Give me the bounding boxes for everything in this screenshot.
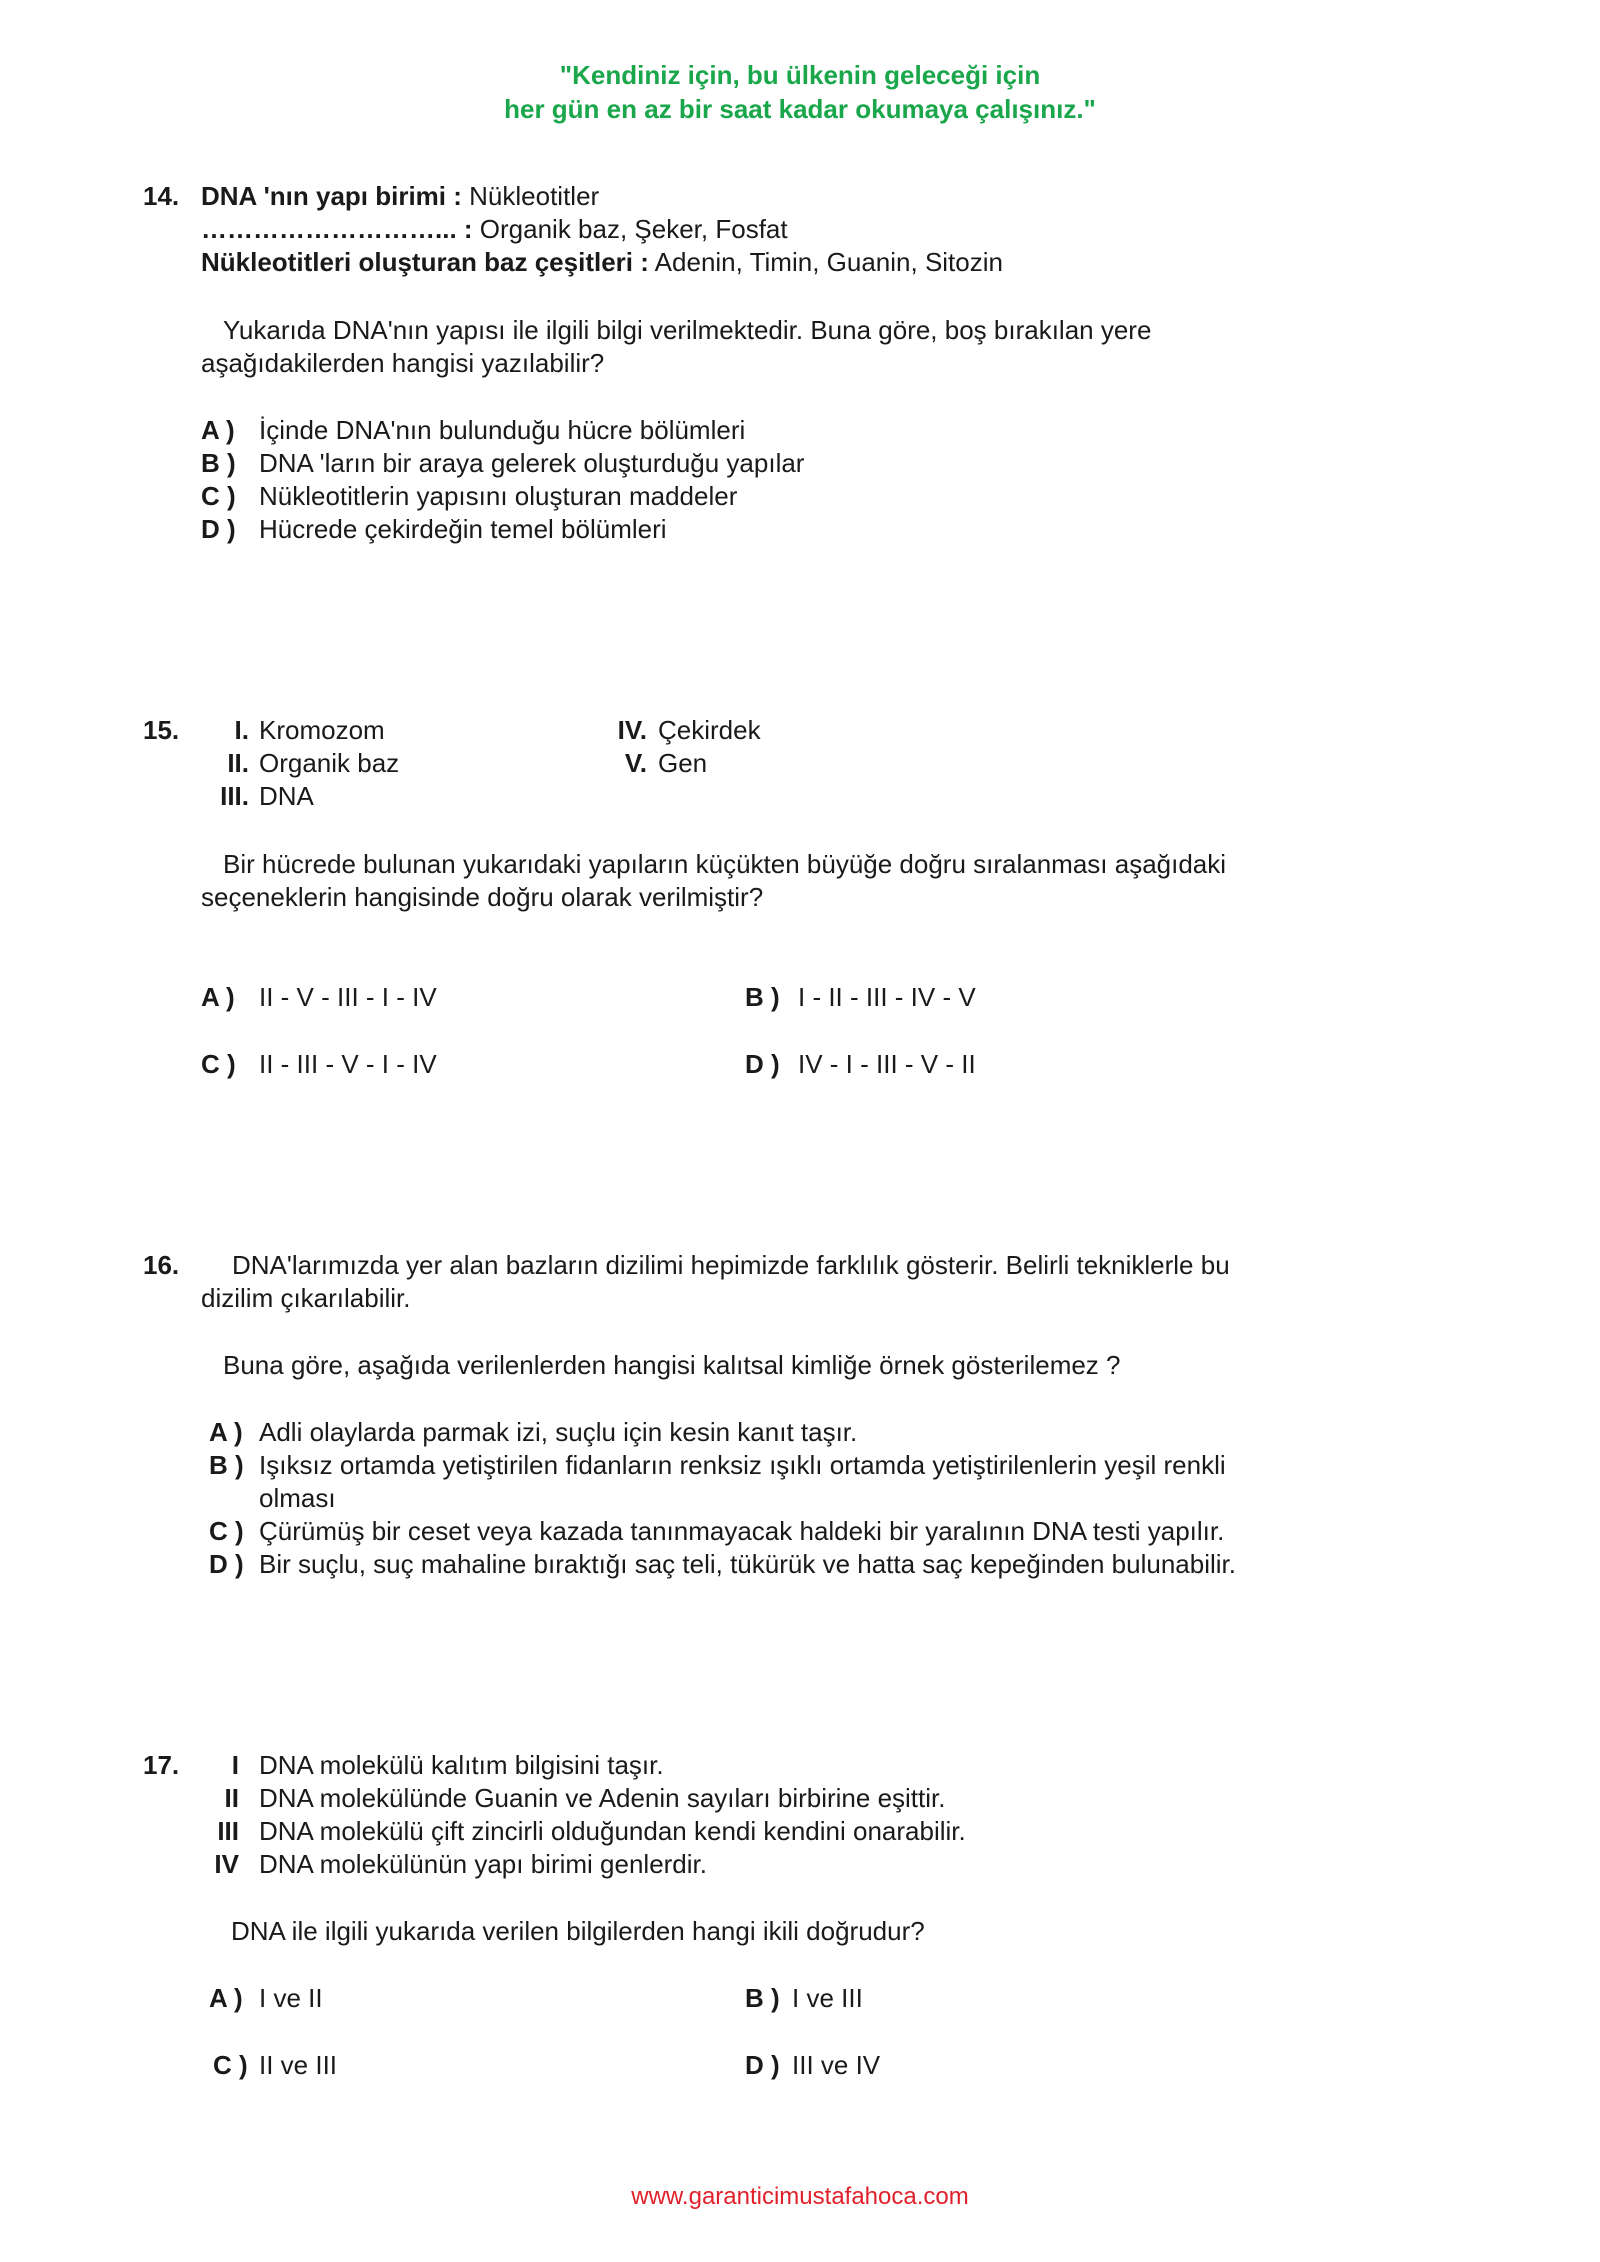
q15-item-5-text: Gen bbox=[658, 748, 708, 778]
q14-info-line-1-value: Nükleotitler bbox=[461, 181, 600, 211]
q17-item-1-num: I bbox=[231, 1750, 239, 1780]
q16-question: Buna göre, aşağıda verilenlerden hangisi kalıtsal kimliğe örnek gösterilemez ? bbox=[223, 1350, 1121, 1380]
q17-item-4-text: DNA molekülünün yapı birimi genlerdir. bbox=[259, 1849, 707, 1879]
q15-option-b-label[interactable]: B ) bbox=[745, 982, 780, 1012]
q17-option-a-text: I ve II bbox=[259, 1983, 323, 2013]
q17-option-b-text: I ve III bbox=[792, 1983, 863, 2013]
header-quote-line-2: her gün en az bir saat kadar okumaya çalışınız." bbox=[504, 94, 1096, 124]
question-15-number: 15. bbox=[143, 715, 180, 745]
q14-option-d-text: Hücrede çekirdeğin temel bölümleri bbox=[259, 514, 667, 544]
q15-item-2-text: Organik baz bbox=[259, 748, 400, 778]
q16-option-a-text: Adli olaylarda parmak izi, suçlu için kesin kanıt taşır. bbox=[259, 1417, 858, 1447]
q16-option-b-label[interactable]: B ) bbox=[209, 1450, 244, 1480]
q15-option-c-text: II - III - V - I - IV bbox=[259, 1049, 437, 1079]
q15-option-a-text: II - V - III - I - IV bbox=[259, 982, 437, 1012]
q14-info-line-3-label: Nükleotitleri oluşturan baz çeşitleri : bbox=[201, 247, 649, 277]
q15-stem-line-2: seçeneklerin hangisinde doğru olarak verilmiştir? bbox=[201, 882, 764, 912]
q17-option-d-label[interactable]: D ) bbox=[745, 2050, 780, 2080]
q16-option-c-text: Çürümüş bir ceset veya kazada tanınmayacak haldeki bir yaralının DNA testi yapılır. bbox=[259, 1516, 1225, 1546]
q14-info-line-1-label: DNA 'nın yapı birimi : bbox=[201, 181, 462, 211]
header-quote-line-1: "Kendiniz için, bu ülkenin geleceği için bbox=[559, 60, 1041, 90]
q17-option-b-label[interactable]: B ) bbox=[745, 1983, 780, 2013]
q15-item-3-num: III. bbox=[220, 781, 249, 811]
q15-item-4-text: Çekirdek bbox=[658, 715, 761, 745]
q14-info-line-3 bbox=[201, 246, 1003, 279]
q15-option-c-label[interactable]: C ) bbox=[201, 1049, 236, 1079]
q17-item-2-text: DNA molekülünde Guanin ve Adenin sayıları birbirine eşittir. bbox=[259, 1783, 946, 1813]
q14-option-a-label[interactable]: A ) bbox=[201, 415, 235, 445]
q16-stem-line-2: dizilim çıkarılabilir. bbox=[201, 1283, 411, 1313]
q16-option-b-text: Işıksız ortamda yetiştirilen fidanların renksiz ışıklı ortamda yetiştirilenlerin yeşil renkli bbox=[259, 1450, 1226, 1480]
q15-option-d-label[interactable]: D ) bbox=[745, 1049, 780, 1079]
q15-option-d-text: IV - I - III - V - II bbox=[798, 1049, 976, 1079]
q14-option-a-text: İçinde DNA'nın bulunduğu hücre bölümleri bbox=[259, 415, 746, 445]
question-17-number: 17. bbox=[143, 1750, 180, 1780]
q15-item-4-num: IV. bbox=[617, 715, 647, 745]
q17-question: DNA ile ilgili yukarıda verilen bilgilerden hangi ikili doğrudur? bbox=[231, 1916, 925, 1946]
q17-item-4-num: IV bbox=[214, 1849, 239, 1879]
q14-info-line-2-label: ………………………... : bbox=[201, 214, 473, 244]
q17-option-c-label[interactable]: C ) bbox=[213, 2050, 248, 2080]
q17-item-2-num: II bbox=[224, 1783, 239, 1813]
q16-option-c-label[interactable]: C ) bbox=[209, 1516, 244, 1546]
q14-option-c-label[interactable]: C ) bbox=[201, 481, 236, 511]
q15-item-1-num: I. bbox=[234, 715, 249, 745]
q17-item-3-num: III bbox=[217, 1816, 239, 1846]
q16-option-d-text: Bir suçlu, suç mahaline bıraktığı saç teli, tükürük ve hatta saç kepeğinden bulunabilir. bbox=[259, 1549, 1236, 1579]
q14-info-line-2-value: Organik baz, Şeker, Fosfat bbox=[472, 214, 788, 244]
q17-item-1-text: DNA molekülü kalıtım bilgisini taşır. bbox=[259, 1750, 664, 1780]
q14-option-d-label[interactable]: D ) bbox=[201, 514, 236, 544]
q14-info-line-2 bbox=[201, 213, 788, 246]
q14-stem-line-1: Yukarıda DNA'nın yapısı ile ilgili bilgi verilmektedir. Buna göre, boş bırakılan yere bbox=[223, 315, 1152, 345]
footer-website-link[interactable]: www.garanticimustafahoca.com bbox=[631, 2183, 969, 2210]
q16-option-a-label[interactable]: A ) bbox=[209, 1417, 243, 1447]
q14-option-c-text: Nükleotitlerin yapısını oluşturan maddeler bbox=[259, 481, 738, 511]
q14-info-line-3-value: Adenin, Timin, Guanin, Sitozin bbox=[648, 247, 1003, 277]
q15-option-a-label[interactable]: A ) bbox=[201, 982, 235, 1012]
q15-item-2-num: II. bbox=[227, 748, 249, 778]
q16-option-b-text-continued: olması bbox=[259, 1483, 336, 1513]
q14-option-b-text: DNA 'ların bir araya gelerek oluşturduğu yapılar bbox=[259, 448, 805, 478]
q14-stem-line-2: aşağıdakilerden hangisi yazılabilir? bbox=[201, 348, 605, 378]
q17-option-d-text: III ve IV bbox=[792, 2050, 881, 2080]
question-14-number: 14. bbox=[143, 181, 180, 211]
q15-item-3-text: DNA bbox=[259, 781, 314, 811]
q17-option-a-label[interactable]: A ) bbox=[209, 1983, 243, 2013]
q15-item-5-num: V. bbox=[624, 748, 647, 778]
q15-item-1-text: Kromozom bbox=[259, 715, 385, 745]
q14-info-line-1 bbox=[201, 180, 599, 213]
q16-stem-line-1: DNA'larımızda yer alan bazların dizilimi hepimizde farklılık gösterir. Belirli tekniklerle bu bbox=[232, 1250, 1230, 1280]
q17-item-3-text: DNA molekülü çift zincirli olduğundan kendi kendini onarabilir. bbox=[259, 1816, 966, 1846]
q15-stem-line-1: Bir hücrede bulunan yukarıdaki yapıların küçükten büyüğe doğru sıralanması aşağıdaki bbox=[223, 849, 1227, 879]
q14-option-b-label[interactable]: B ) bbox=[201, 448, 236, 478]
q15-option-b-text: I - II - III - IV - V bbox=[798, 982, 976, 1012]
q16-option-d-label[interactable]: D ) bbox=[209, 1549, 244, 1579]
q17-option-c-text: II ve III bbox=[259, 2050, 338, 2080]
question-16-number: 16. bbox=[143, 1250, 180, 1280]
